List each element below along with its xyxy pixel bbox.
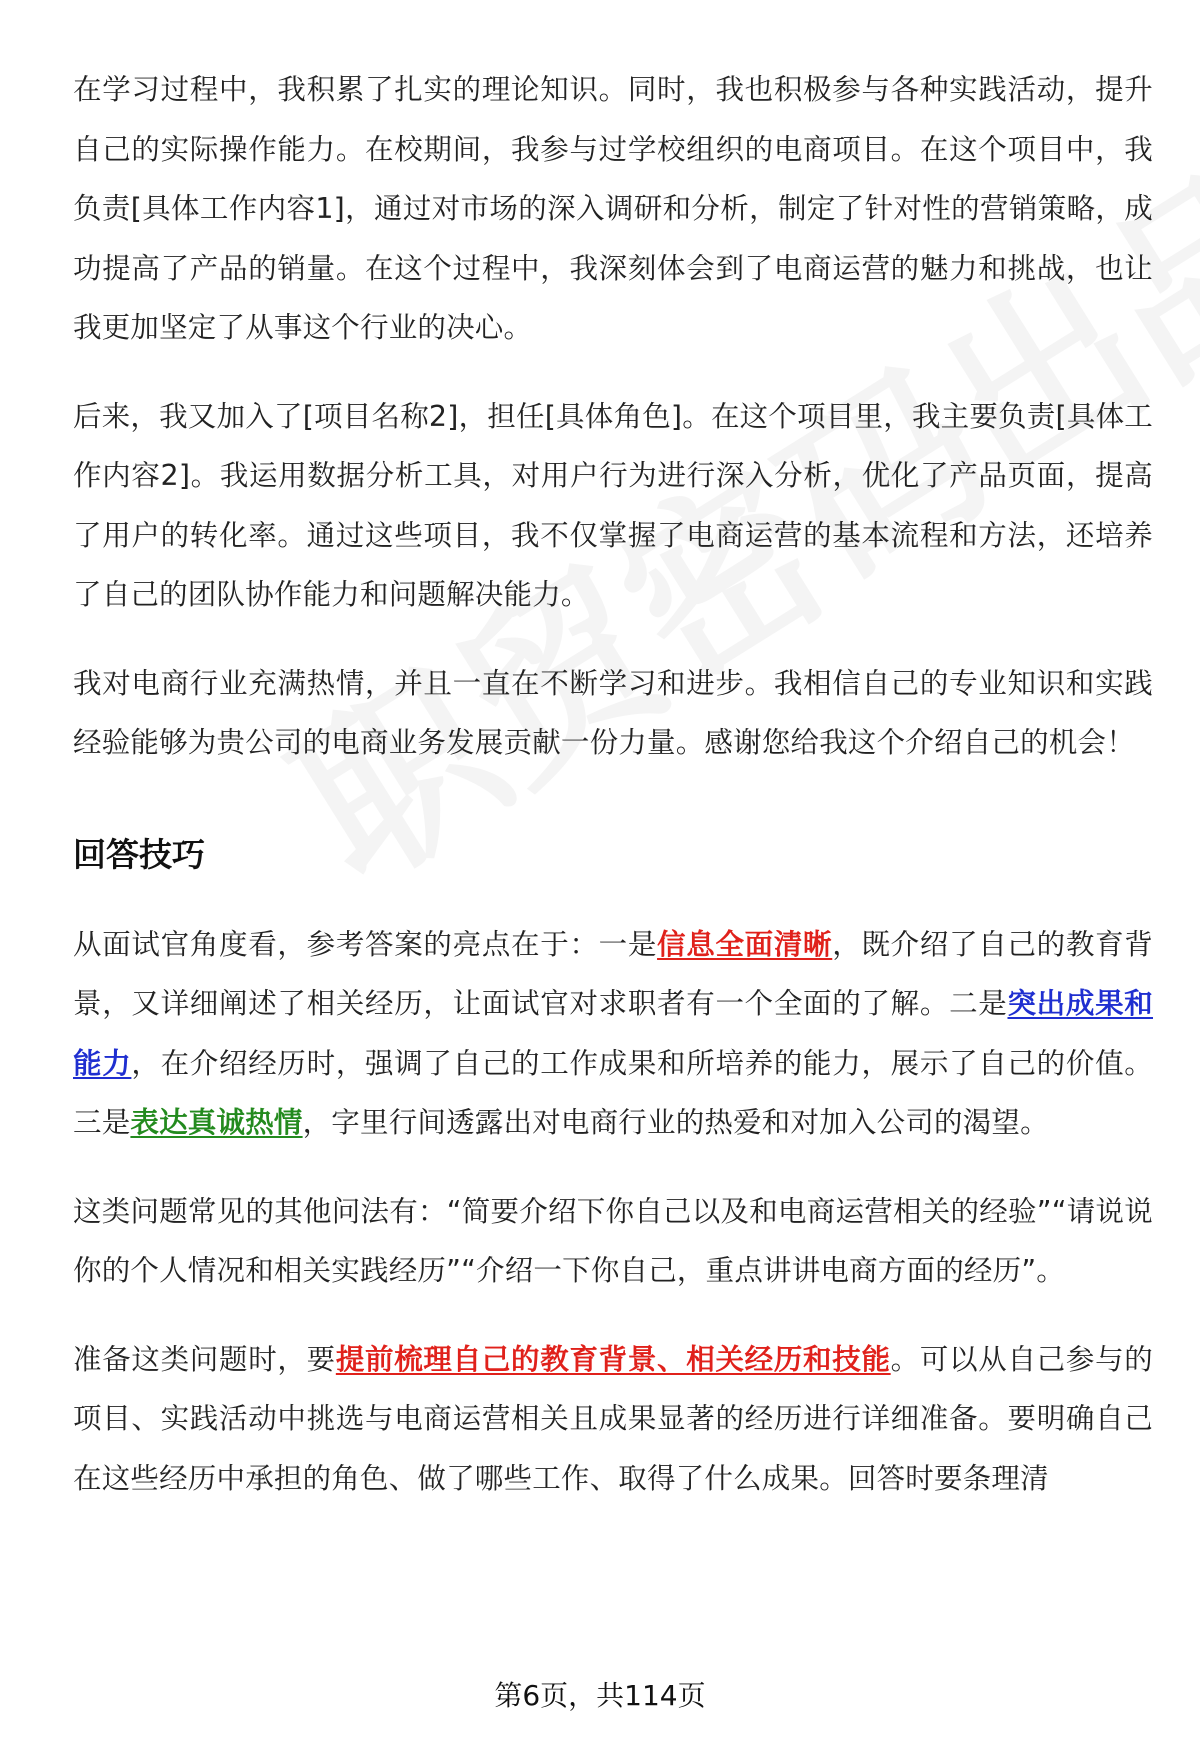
- paragraph-project-experience: 后来，我又加入了[项目名称2]，担任[具体角色]。在这个项目里，我主要负责[具体工作内容2]。我运用数据分析工具，对用户行为进行深入分析，优化了产品页面，提高了用户的转化率。通过这些项目，我不仅掌握了电商运营的基本流程和方法，还培养了自己的团队协作能力和问题解决能力。: [73, 399, 1153, 611]
- text-segment: 。可以从自己参与的项目、实践活动中挑选与电商运营相关且成果显著的经历进行详细准备。要明确自己在这些经历中承担的角色、做了哪些工作、取得了什么成果。回答时要条理清: [73, 1342, 1153, 1495]
- section-heading-answer-tips: 回答技巧: [73, 834, 205, 874]
- paragraph-preparation: [73, 1330, 1153, 1509]
- highlight-info-clear: 信息全面清晰: [657, 927, 833, 961]
- highlight-results-ability: 突出成果和能力: [73, 987, 1153, 1080]
- paragraph-closing: 我对电商行业充满热情，并且一直在不断学习和进步。我相信自己的专业知识和实践经验能够为贵公司的电商业务发展贡献一份力量。感谢您给我这个介绍自己的机会！: [73, 666, 1153, 759]
- text-segment: 从面试官角度看，参考答案的亮点在于：一是: [73, 927, 658, 961]
- paragraph-other-phrasings: 这类问题常见的其他问法有：“简要介绍下你自己以及和电商运营相关的经验”“请说说你的个人情况和相关实践经历”“介绍一下你自己，重点讲讲电商方面的经历”。: [73, 1194, 1153, 1287]
- text-segment: ，在介绍经历时，强调了自己的工作成果和所培养的能力，展示了自己的价值。三是: [73, 1046, 1153, 1139]
- text-segment: ，既介绍了自己的教育背景，又详细阐述了相关经历，让面试官对求职者有一个全面的了解。二是: [73, 927, 1153, 1020]
- paragraph-interviewer-view: [73, 915, 1153, 1153]
- document-page: [73, 60, 1153, 1537]
- text-segment: 准备这类问题时，要: [73, 1342, 336, 1376]
- paragraph-study-experience: 在学习过程中，我积累了扎实的理论知识。同时，我也积极参与各种实践活动，提升自己的实际操作能力。在校期间，我参与过学校组织的电商项目。在这个项目中，我负责[具体工作内容1]，通过对市场的深入调研和分析，制定了针对性的营销策略，成功提高了产品的销量。在这个过程中，我深刻体会到了电商运营的魅力和挑战，也让我更加坚定了从事这个行业的决心。: [73, 73, 1153, 344]
- highlight-prepare-background: 提前梳理自己的教育背景、相关经历和技能: [335, 1342, 891, 1376]
- page-number-footer: 第6页，共114页: [494, 1679, 706, 1712]
- highlight-sincere-enthusiasm: 表达真诚热情: [130, 1106, 303, 1139]
- text-segment: ，字里行间透露出对电商行业的热爱和对加入公司的渴望。: [302, 1106, 1049, 1139]
